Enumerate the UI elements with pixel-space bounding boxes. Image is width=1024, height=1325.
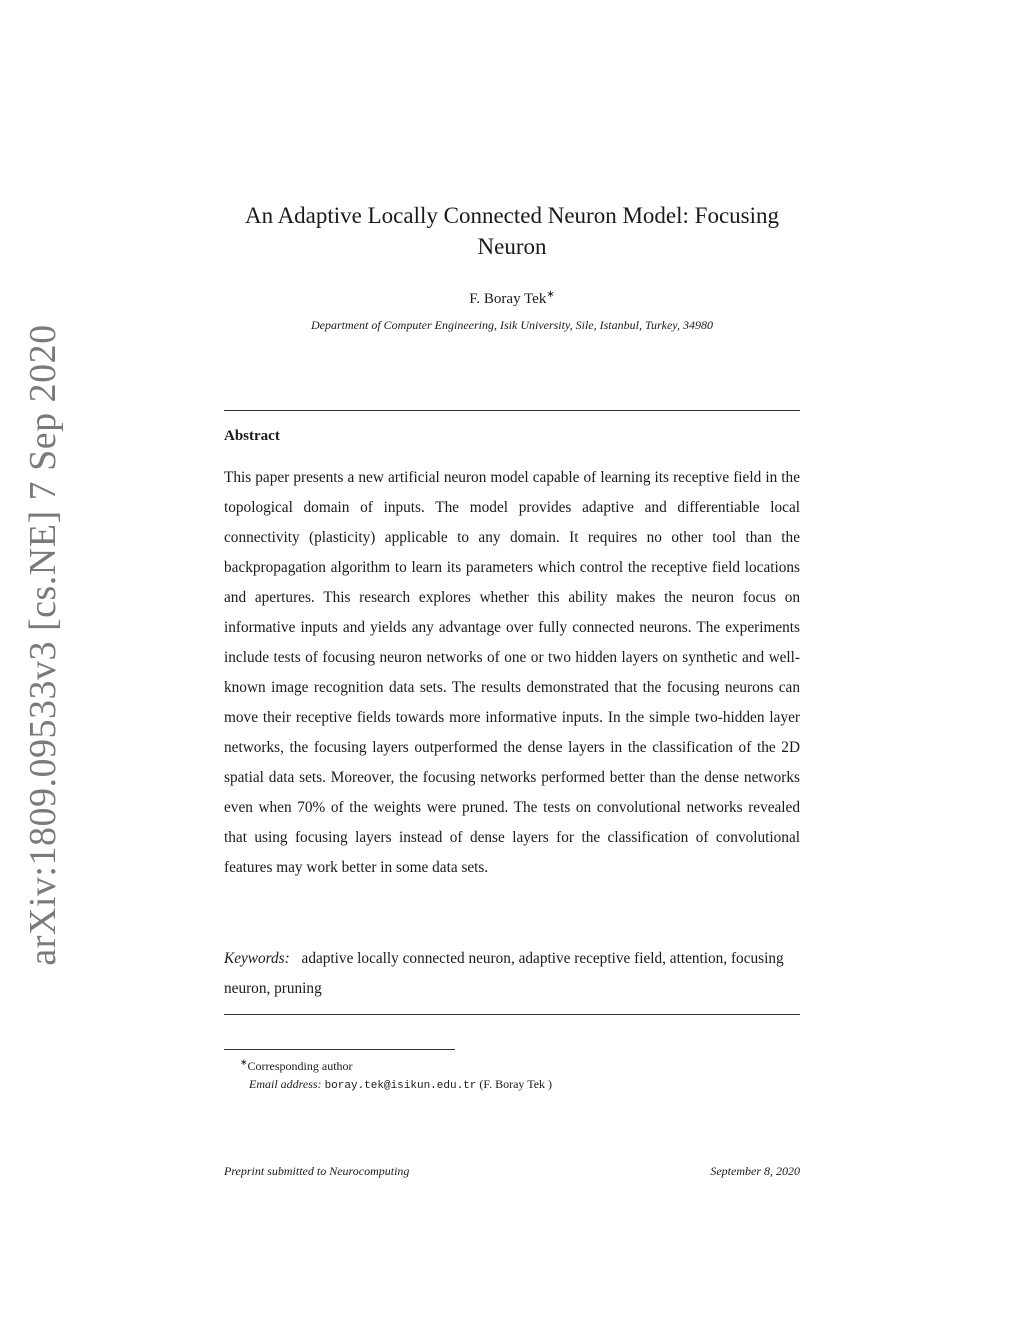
- abstract-heading: Abstract: [224, 428, 280, 444]
- journal-note: Preprint submitted to Neurocomputing: [224, 1164, 410, 1178]
- author-line: [224, 289, 800, 308]
- footnote-email: [240, 1075, 552, 1095]
- keywords-text: adaptive locally connected neuron, adaptive receptive field, attention, focusing neuron, pruning: [224, 950, 784, 997]
- keywords-label: Keywords:: [224, 950, 290, 967]
- preprint-date: September 8, 2020: [710, 1164, 800, 1178]
- footnote-mark: ∗: [240, 1057, 248, 1067]
- corresponding-author-text: Corresponding author: [247, 1059, 353, 1073]
- keywords: [224, 944, 800, 1004]
- bottom-rule: [224, 1014, 800, 1015]
- email-link[interactable]: boray.tek@isikun.edu.tr: [324, 1080, 477, 1092]
- top-rule: [224, 410, 800, 411]
- footnote: [240, 1053, 552, 1095]
- affiliation: Department of Computer Engineering, Isik University, Sile, Istanbul, Turkey, 34980: [311, 318, 713, 332]
- paper-title: An Adaptive Locally Connected Neuron Model: Focusing Neuron: [244, 203, 779, 259]
- email-suffix: (F. Boray Tek ): [479, 1077, 553, 1091]
- footnote-corresponding: [240, 1053, 552, 1075]
- abstract-body: This paper presents a new artificial neuron model capable of learning its receptive field in the topological domain of inputs. The model provides adaptive and differentiable local connectivity (plasticity) applicable to any domain. It requires no other tool than the backpropagation algorithm to learn its parameters which control the receptive field locations and apertures. This research explores whether this ability makes the neuron focus on informative inputs and yields any advantage over fully connected neurons. The experiments include tests of focusing neuron networks of one or two hidden layers on synthetic and well-known image recognition data sets. The results demonstrated that the focusing neurons can move their receptive fields towards more informative inputs. In the simple two-hidden layer networks, the focusing layers outperformed the dense layers in the classification of the 2D spatial data sets. Moreover, the focusing networks performed better than the dense networks even when 70% of the weights were pruned. The tests on convolutional networks revealed that using focusing layers instead of dense layers for the classification of convolutional features may work better in some data sets.: [224, 469, 800, 876]
- footnote-rule: [224, 1049, 455, 1050]
- author-name: F. Boray Tek: [469, 291, 547, 307]
- author-footnote-mark: ∗: [546, 289, 555, 300]
- arxiv-identifier: arXiv:1809.09533v3 [cs.NE] 7 Sep 2020: [22, 324, 64, 966]
- email-label: Email address:: [249, 1077, 322, 1091]
